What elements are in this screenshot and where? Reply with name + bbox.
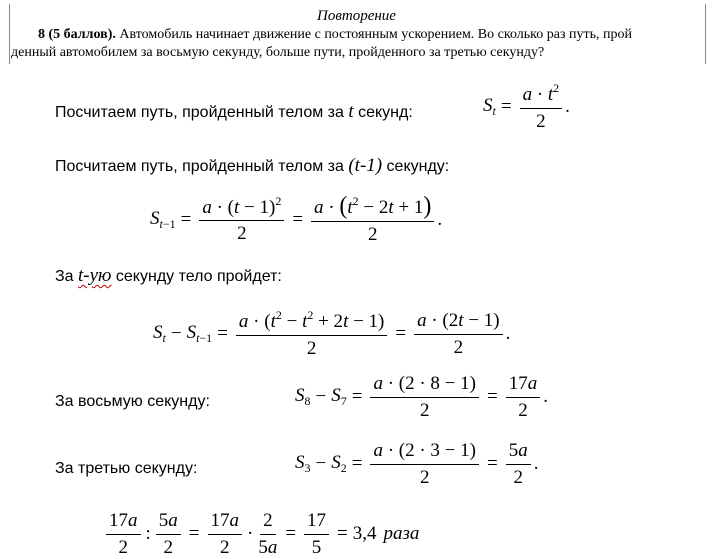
formula-s-t-minus-1: $S_{t-1}$ = $\frac{a \cdot (t - 1)^2}{2}$ = $\frac{a \cdot (t^2 - 2t + 1)}{2}$ . <box>150 192 443 245</box>
variable-t: t <box>348 101 354 122</box>
formula-eighth-second: $S_8$ − $S_7$ = $\frac{a \cdot (2 \cdot 8 - 1)}{2}$ = $\frac{17a}{2}$ . <box>295 373 548 421</box>
formula-final-ratio: $\frac{17a}{2}$ : $\frac{5a}{2}$ = $\frac{17a}{2}$ · $\frac{2}{5a}$ = $\frac{17}{5}$ = 3,4 раза <box>103 510 419 559</box>
formula-difference: $S_t$ − $S_{t-1}$ = $\frac{a \cdot (t^2 - t^2 + 2t - 1)}{2}$ = $\frac{a \cdot (2t - 1)}{2}$ . <box>153 308 511 359</box>
step-4-text: За восьмую секунду: <box>55 393 210 410</box>
problem-line-2 <box>11 45 544 61</box>
formula-s-t: $S_t$ = $\frac{a \cdot t^2}{2}$ . <box>483 81 570 132</box>
final-unit: раза <box>383 523 420 545</box>
problem-text-1: Автомобиль начинает движение с постоянным ускорением. Во сколько раз путь, прой <box>119 27 632 42</box>
final-answer: 3,4 <box>352 523 377 545</box>
step-1-text: Посчитаем путь, пройденный телом за t секунд: <box>55 101 413 122</box>
section-heading: Повторение <box>317 8 396 24</box>
variable-t-minus-1: (t-1) <box>348 155 383 176</box>
problem-number: 8 (5 баллов). <box>38 27 116 42</box>
formula-third-second: $S_3$ − $S_2$ = $\frac{a \cdot (2 \cdot 3 - 1)}{2}$ = $\frac{5a}{2}$ . <box>295 440 539 488</box>
step-2-text: Посчитаем путь, пройденный телом за (t-1) секунду: <box>55 155 450 176</box>
problem-text-2: денный автомобилем за восьмую секунду, больше пути, пройденного за третью секунду? <box>11 45 545 60</box>
step-3-text: За t-ую секунду тело пройдет: <box>55 265 282 286</box>
variable-t-th: t-ую <box>78 265 112 286</box>
step-5-text: За третью секунду: <box>55 460 198 477</box>
problem-line-1 <box>38 27 632 43</box>
